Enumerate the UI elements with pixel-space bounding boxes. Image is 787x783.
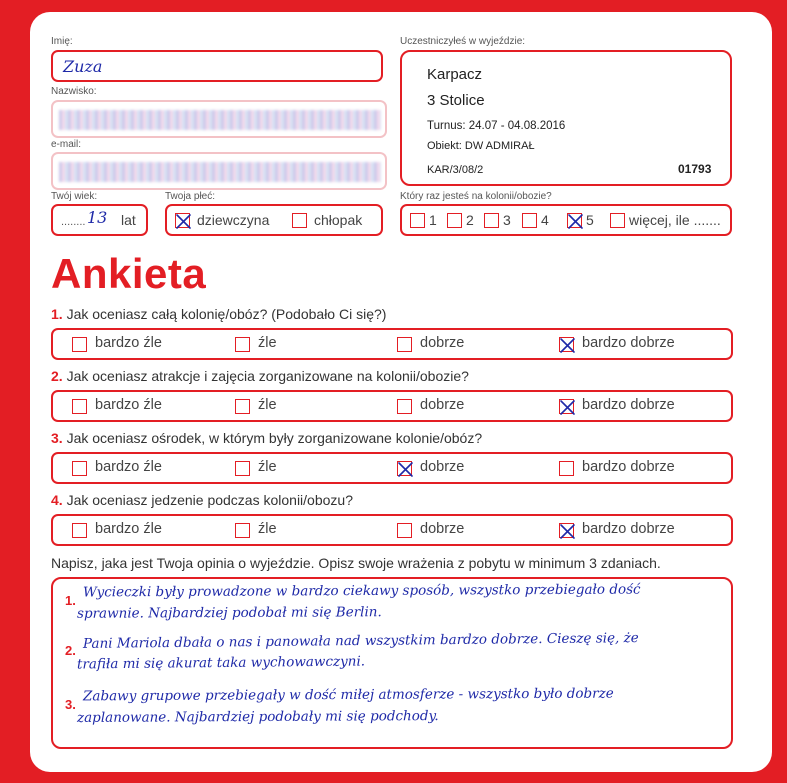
rating-option-label: bardzo dobrze [582, 459, 675, 475]
rating-option-label: źle [258, 521, 277, 537]
rating-checkbox-2[interactable] [235, 523, 250, 538]
rating-checkbox-2[interactable] [235, 337, 250, 352]
x-mark-icon [558, 336, 577, 355]
trip-line-1: Karpacz [427, 66, 483, 83]
x-mark-icon [566, 212, 585, 231]
opinion-handwritten-line: Wycieczki były prowadzone w bardzo ciekawy sposób, wszystko przebiegało dość [82, 581, 641, 601]
question-label: Jak oceniasz ośrodek, w którym były zorganizowane kolonie/obóz? [66, 430, 483, 446]
rating-option-label: dobrze [420, 335, 465, 351]
question-1-text [51, 306, 386, 322]
rating-option-label: bardzo źle [95, 397, 162, 413]
rating-checkbox-4[interactable] [559, 337, 574, 352]
question-label: Jak oceniasz jedzenie podczas kolonii/obozu? [66, 492, 353, 508]
opinion-field[interactable] [51, 577, 733, 749]
question-2-answers [51, 390, 733, 422]
question-number: 2. [51, 368, 63, 384]
opinion-handwritten-line: zaplanowane. Najbardziej podobały mi się podchody. [76, 708, 439, 726]
opinion-prompt: Napisz, jaka jest Twoja opinia o wyjeździe. Opisz swoje wrażenia z pobytu w minimum 3 zdaniach. [51, 555, 661, 571]
rating-option-label: bardzo dobrze [582, 397, 675, 413]
question-4-text [51, 492, 353, 508]
question-3-answers [51, 452, 733, 484]
opinion-item-number: 1. [65, 593, 76, 608]
times-checkbox-1[interactable] [410, 213, 425, 228]
times-option-label: 1 [429, 212, 437, 228]
times-option-label: 2 [466, 212, 474, 228]
trip-number: 01793 [678, 162, 712, 176]
surname-field[interactable] [51, 100, 387, 138]
times-checkbox-3[interactable] [484, 213, 499, 228]
opinion-handwritten-line: Pani Mariola dbała o nas i panowała nad wszystkim bardzo dobrze. Cieszę się, że [82, 630, 639, 652]
rating-option-label: dobrze [420, 521, 465, 537]
opinion-item-number: 3. [65, 697, 76, 712]
rating-checkbox-1[interactable] [72, 523, 87, 538]
rating-option-label: źle [258, 459, 277, 475]
rating-option-label: bardzo dobrze [582, 335, 675, 351]
name-label: Imię: [51, 36, 73, 47]
age-value: 13 [87, 208, 108, 227]
name-field[interactable] [51, 50, 383, 82]
rating-option-label: źle [258, 397, 277, 413]
times-checkbox-4[interactable] [522, 213, 537, 228]
rating-checkbox-4[interactable] [559, 523, 574, 538]
times-option-label: 3 [503, 212, 511, 228]
trip-obiekt: Obiekt: DW ADMIRAŁ [427, 140, 535, 152]
x-mark-icon [558, 398, 577, 417]
gender-field [165, 204, 383, 236]
opinion-handwritten-line: Zabawy grupowe przebiegały w dość miłej atmosferze - wszystko było dobrze [82, 685, 614, 705]
x-mark-icon [174, 212, 193, 231]
times-option-label: więcej, ile ....... [629, 212, 721, 228]
survey-title: Ankieta [51, 250, 207, 297]
times-checkbox-2[interactable] [447, 213, 462, 228]
gender-option-label: dziewczyna [197, 212, 270, 228]
rating-checkbox-3[interactable] [397, 461, 412, 476]
surname-label: Nazwisko: [51, 86, 97, 97]
question-number: 4. [51, 492, 63, 508]
rating-option-label: bardzo źle [95, 459, 162, 475]
x-mark-icon [558, 522, 577, 541]
rating-checkbox-3[interactable] [397, 523, 412, 538]
times-checkbox-5[interactable] [567, 213, 582, 228]
rating-checkbox-1[interactable] [72, 461, 87, 476]
question-2-text [51, 368, 469, 384]
times-label: Który raz jesteś na kolonii/obozie? [400, 191, 552, 202]
question-number: 1. [51, 306, 63, 322]
rating-option-label: bardzo źle [95, 521, 162, 537]
question-number: 3. [51, 430, 63, 446]
name-value: Zuza [63, 57, 103, 76]
trip-turnus: Turnus: 24.07 - 04.08.2016 [427, 120, 566, 132]
rating-checkbox-3[interactable] [397, 337, 412, 352]
rating-checkbox-4[interactable] [559, 399, 574, 414]
opinion-item-number: 2. [65, 643, 76, 658]
times-option-label: 5 [586, 212, 594, 228]
times-checkbox-6[interactable] [610, 213, 625, 228]
gender-checkbox-1[interactable] [175, 213, 190, 228]
rating-option-label: bardzo źle [95, 335, 162, 351]
age-field[interactable] [51, 204, 148, 236]
email-label: e-mail: [51, 139, 82, 150]
trip-label: Uczestniczyłeś w wyjeździe: [400, 36, 526, 47]
opinion-handwritten-line: sprawnie. Najbardziej podobał mi się Berlin. [76, 604, 382, 622]
question-1-answers [51, 328, 733, 360]
rating-checkbox-2[interactable] [235, 461, 250, 476]
gender-label: Twoja płeć: [165, 191, 216, 202]
email-redaction [59, 162, 381, 182]
rating-checkbox-3[interactable] [397, 399, 412, 414]
surname-redaction [59, 110, 381, 130]
times-option-label: 4 [541, 212, 549, 228]
survey-sheet [30, 12, 772, 772]
rating-checkbox-1[interactable] [72, 337, 87, 352]
rating-option-label: bardzo dobrze [582, 521, 675, 537]
trip-info-box [400, 50, 732, 186]
question-4-answers [51, 514, 733, 546]
age-dots: ........ [61, 216, 86, 228]
rating-checkbox-2[interactable] [235, 399, 250, 414]
x-mark-icon [396, 460, 415, 479]
rating-option-label: dobrze [420, 397, 465, 413]
question-label: Jak oceniasz atrakcje i zajęcia zorganizowane na kolonii/obozie? [66, 368, 469, 384]
age-unit: lat [121, 212, 136, 228]
rating-checkbox-1[interactable] [72, 399, 87, 414]
rating-option-label: dobrze [420, 459, 465, 475]
rating-checkbox-4[interactable] [559, 461, 574, 476]
question-label: Jak oceniasz całą kolonię/obóz? (Podobało Ci się?) [66, 306, 387, 322]
rating-option-label: źle [258, 335, 277, 351]
gender-option-label: chłopak [314, 212, 363, 228]
question-3-text [51, 430, 482, 446]
trip-line-2: 3 Stolice [427, 92, 485, 109]
trip-code: KAR/3/08/2 [427, 164, 484, 176]
gender-checkbox-2[interactable] [292, 213, 307, 228]
email-field[interactable] [51, 152, 387, 190]
age-label: Twój wiek: [51, 191, 98, 202]
times-field [400, 204, 732, 236]
opinion-handwritten-line: trafiła mi się akurat taka wychowawczyni. [76, 653, 366, 673]
